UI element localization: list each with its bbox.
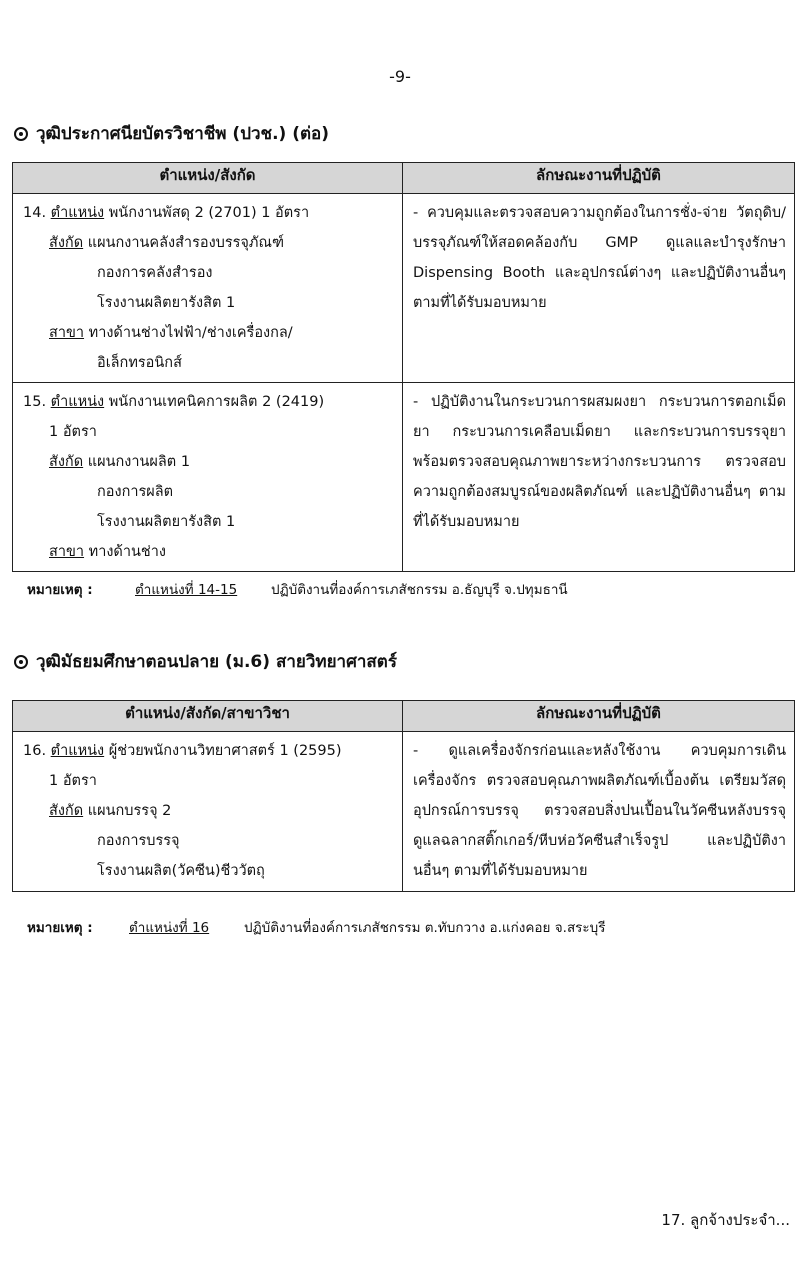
radio-bullet-icon: [14, 127, 28, 141]
position-line: 15. ตำแหน่ง พนักงานเทคนิคการผลิต 2 (2419): [23, 394, 325, 410]
rate-line: 1 อัตรา: [49, 773, 97, 789]
division-line: กองการผลิต: [97, 484, 174, 500]
section-title-highschool: [14, 648, 397, 675]
rate-line: 1 อัตรา: [49, 424, 97, 440]
note-highschool: [27, 916, 606, 938]
position-cell: [13, 383, 403, 572]
factory-line: โรงงานผลิตยารังสิต 1: [97, 295, 236, 311]
department-line: สังกัด แผนกงานคลังสำรองบรรจุภัณฑ์: [49, 235, 284, 251]
section-title-text: วุฒิประกาศนียบัตรวิชาชีพ (ปวช.) (ต่อ): [36, 124, 330, 144]
section-title-text: วุฒิมัธยมศึกษาตอนปลาย (ม.6) สายวิทยาศาสตร์: [36, 652, 397, 672]
factory-line: โรงงานผลิตยารังสิต 1: [97, 514, 236, 530]
duty-cell: - ควบคุมและตรวจสอบความถูกต้องในการชั่ง-จ่าย วัตถุดิบ/บรรจุภัณฑ์ให้สอดคล้องกับ GMP ดูแลและบำรุงรักษา Dispensing Booth และอุปกรณ์ต่างๆ และปฏิบัติงานอื่นๆ ตามที่ได้รับมอบหมาย: [403, 194, 795, 383]
position-cell: [13, 732, 403, 892]
position-cell: [13, 194, 403, 383]
table-row: [13, 194, 795, 383]
department-line: สังกัด แผนกบรรจุ 2: [49, 803, 172, 819]
table-header-row: [13, 701, 795, 732]
footer-continuation: 17. ลูกจ้างประจำ...: [661, 1211, 790, 1229]
branch-line: สาขา ทางด้านช่าง: [49, 544, 166, 560]
note-reference: ตำแหน่งที่ 14-15: [135, 582, 238, 598]
table-row: [13, 732, 795, 892]
job-table-vocational: [12, 162, 795, 572]
header-position: ตำแหน่ง/สังกัด/สาขาวิชา: [13, 701, 403, 732]
branch-line: สาขา ทางด้านช่างไฟฟ้า/ช่างเครื่องกล/: [49, 325, 293, 341]
factory-line: โรงงานผลิต(วัคซีน)ชีววัตถุ: [97, 863, 265, 879]
note-label: หมายเหตุ :: [27, 582, 93, 598]
department-line: สังกัด แผนกงานผลิต 1: [49, 454, 191, 470]
table-header-row: [13, 163, 795, 194]
note-reference: ตำแหน่งที่ 16: [129, 920, 210, 936]
note-label: หมายเหตุ :: [27, 920, 93, 936]
header-duty: ลักษณะงานที่ปฏิบัติ: [403, 701, 795, 732]
division-line: กองการคลังสำรอง: [97, 265, 213, 281]
note-text: ปฏิบัติงานที่องค์การเภสัชกรรม ต.ทับกวาง อ.แก่งคอย จ.สระบุรี: [244, 920, 606, 936]
header-duty: ลักษณะงานที่ปฏิบัติ: [403, 163, 795, 194]
branch-line-2: อิเล็กทรอนิกส์: [97, 355, 182, 371]
division-line: กองการบรรจุ: [97, 833, 180, 849]
duty-cell: - ปฏิบัติงานในกระบวนการผสมผงยา กระบวนการตอกเม็ดยา กระบวนการเคลือบเม็ดยา และกระบวนการบรรจุยา พร้อมตรวจสอบคุณภาพยาระหว่างกระบวนการ ตรวจสอบความถูกต้องสมบูรณ์ของผลิตภัณฑ์ และปฏิบัติงานอื่นๆ ตามที่ได้รับมอบหมาย: [403, 383, 795, 572]
note-text: ปฏิบัติงานที่องค์การเภสัชกรรม อ.ธัญบุรี จ.ปทุมธานี: [271, 582, 568, 598]
position-line: 16. ตำแหน่ง ผู้ช่วยพนักงานวิทยาศาสตร์ 1 (2595): [23, 743, 342, 759]
radio-bullet-icon: [14, 655, 28, 669]
position-line: 14. ตำแหน่ง พนักงานพัสดุ 2 (2701) 1 อัตรา: [23, 205, 310, 221]
note-vocational: [27, 578, 568, 600]
header-position: ตำแหน่ง/สังกัด: [13, 163, 403, 194]
job-table-highschool: [12, 700, 795, 892]
duty-cell: - ดูแลเครื่องจักรก่อนและหลังใช้งาน ควบคุมการเดินเครื่องจักร ตรวจสอบคุณภาพผลิตภัณฑ์เบื้องต้น เตรียมวัสดุอุปกรณ์การบรรจุ ตรวจสอบสิ่งปนเปื้อนในวัคซีนหลังบรรจุ ดูแลฉลากสติ๊กเกอร์/หีบห่อวัคซีนสำเร็จรูป และปฏิบัติงานอื่นๆ ตามที่ได้รับมอบหมาย: [403, 732, 795, 892]
table-row: [13, 383, 795, 572]
page-number: -9-: [389, 67, 411, 86]
section-title-vocational: [14, 120, 329, 147]
